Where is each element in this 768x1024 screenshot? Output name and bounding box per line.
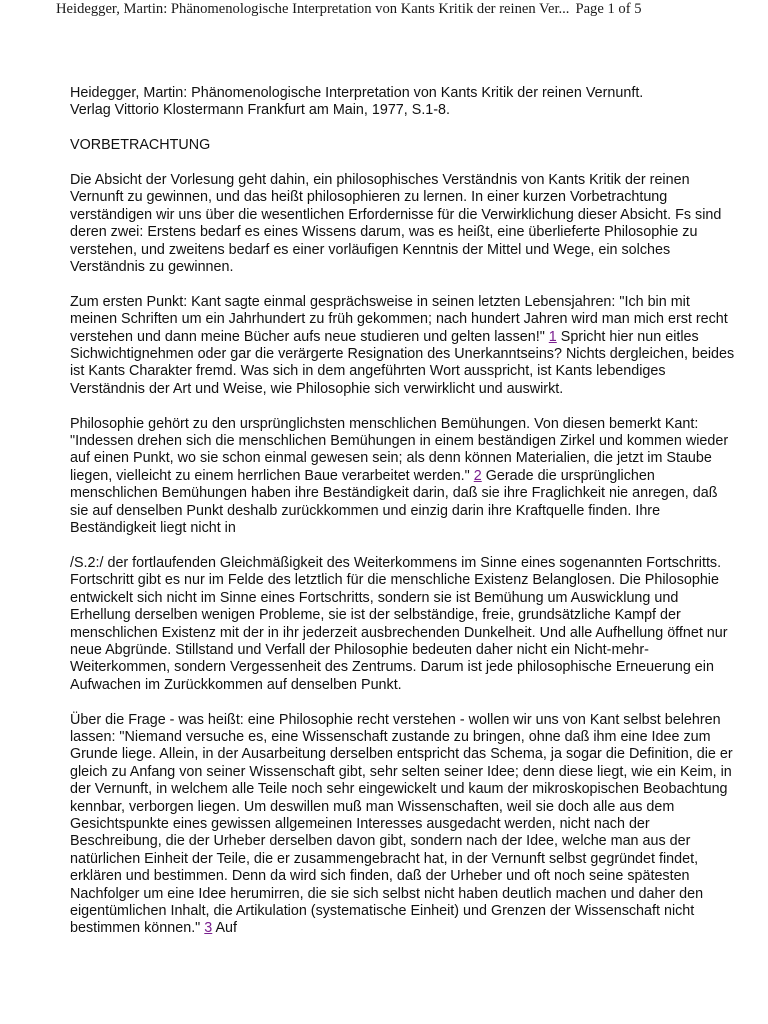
footnote-link-2[interactable]: 2 [473, 467, 482, 484]
paragraph-2 [70, 294, 735, 398]
footnote-link-1[interactable]: 1 [548, 328, 557, 345]
page-header [56, 0, 756, 18]
paragraph-3-text-b: Gerade die ursprünglichen menschlichen Bemühungen haben ihre Beständigkeit darin, daß sie ihre Fraglichkeit nie anregen, daß sie auf denselben Punkt deshalb zurückkommen und einzig darin ihre Kraftquelle finden. Ihre Beständigkeit liegt nicht in [70, 467, 718, 537]
paragraph-2-text-a: Zum ersten Punkt: Kant sagte einmal gesprächsweise in seinen letzten Lebensjahren: "Ich bin mit meinen Schriften um ein Jahrhundert zu früh gekommen; nach hundert Jahren wird man mich erst recht verstehen und dann meine Bücher aufs neue studieren und gelten lassen!" [70, 293, 728, 345]
paragraph-5-text-b: Auf [215, 920, 237, 937]
paragraph-5-text-a: Über die Frage - was heißt: eine Philosophie recht verstehen - wollen wir uns von Kant selbst belehren lassen: "Niemand versuche es, eine Wissenschaft zustande zu bringen, ohne daß ihm eine Idee zum Grunde liege. Allein, in der Ausarbeitung derselben entspricht das Schema, ja sogar die Definition, die er gleich zu Anfang von seiner Wissenschaft gibt, sehr selten seiner Idee; denn diese liegt, wie ein Keim, in der Vernunft, in welchem alle Teile noch sehr eingewickelt und kaum der mikroskopischen Beobachtung kennbar, verborgen liegen. Um deswillen muß man Wissenschaften, weil sie doch alle aus dem Gesichtspunkte eines gewissen allgemeinen Interesses ausgedacht werden, nicht nach der Beschreibung, die der Urheber derselben davon gibt, sondern nach der Idee, welche man aus der natürlichen Einheit der Teile, die er zusammengebracht hat, in der Vernunft selbst gegründet findet, erklären und bestimmen. Denn da wird sich finden, daß der Urheber und oft noch seine spätesten Nachfolger um eine Idee herumirren, die sie sich selbst nicht haben deutlich machen und daher den eigentümlichen Inhalt, die Artikulation (systematische Einheit) und Grenzen der Wissenschaft nicht bestimmen können." [70, 711, 733, 937]
paragraph-3-text-a: Philosophie gehört zu den ursprünglichsten menschlichen Bemühungen. Von diesen bemerkt Kant: "Indessen drehen sich die menschlichen Bemühungen in einem beständigen Zirkel und kommen wieder auf einen Punkt, wo sie schon einmal gewesen sein; als denn können Materialien, die jetzt im Staube liegen, vielleicht zu einem herrlichen Baue verarbeitet werden." [70, 415, 729, 484]
document-body [70, 85, 735, 955]
header-title: Heidegger, Martin: Phänomenologische Interpretation von Kants Kritik der reinen Ver... [56, 1, 570, 17]
section-heading: VORBETRACHTUNG [70, 137, 211, 154]
paragraph-2-text-b: Spricht hier nun eitles Sichwichtignehmen oder gar die verärgerte Resignation des Unerkanntseins? Nichts dergleichen, beides ist Kants Charakter fremd. Was sich in dem angeführten Wort ausspricht, ist Kants lebendiges Verständnis der Art und Weise, wie Philosophie sich verwirklicht und auswirkt. [70, 328, 735, 397]
paragraph-1: Die Absicht der Vorlesung geht dahin, ein philosophisches Verständnis von Kants Kritik der reinen Vernunft zu gewinnen, und das heißt philosophieren zu lernen. In einer kurzen Vorbetrachtung verständigen wir uns über die wesentlichen Erfordernisse für die Verwirklichung dieser Absicht. Fs sind deren zwei: Erstens bedarf es eines Wissens darum, was es heißt, eine überlieferte Philosophie zu verstehen, und zweitens bedarf es einer vorläufigen Kenntnis der Mittel und Wege, ein solches Verständnis zu gewinnen. [70, 172, 722, 276]
citation [70, 85, 735, 120]
header-page-number: Page 1 of 5 [575, 1, 642, 17]
citation-line-1: Heidegger, Martin: Phänomenologische Interpretation von Kants Kritik der reinen Vernunft. [70, 85, 644, 101]
footnote-link-3[interactable]: 3 [204, 920, 213, 937]
paragraph-4: /S.2:/ der fortlaufenden Gleichmäßigkeit des Weiterkommens im Sinne eines sogenannten Fortschritts. Fortschritt gibt es nur im Felde des letztlich für die menschliche Existenz Belanglosen. Die Philosophie entwickelt sich nicht im Sinne eines Fortschritts, sondern sie ist Bemühung um Auswicklung und Erhellung derselben wenigen Probleme, sie ist der selbständige, freie, grundsätzliche Kampf der menschlichen Existenz mit der in ihr jederzeit ausbrechenden Dunkelheit. Und alle Aufhellung öffnet nur neue Abgründe. Stillstand und Verfall der Philosophie bedeuten daher nicht ein Nicht-mehr-Weiterkommen, sondern Vergessenheit des Zentrums. Darum ist jede philosophische Erneuerung ein Aufwachen im Zurückkommen auf denselben Punkt. [70, 554, 728, 693]
citation-line-2: Verlag Vittorio Klostermann Frankfurt am Main, 1977, S.1-8. [70, 102, 451, 119]
paragraph-3 [70, 416, 735, 538]
paragraph-5 [70, 712, 735, 938]
